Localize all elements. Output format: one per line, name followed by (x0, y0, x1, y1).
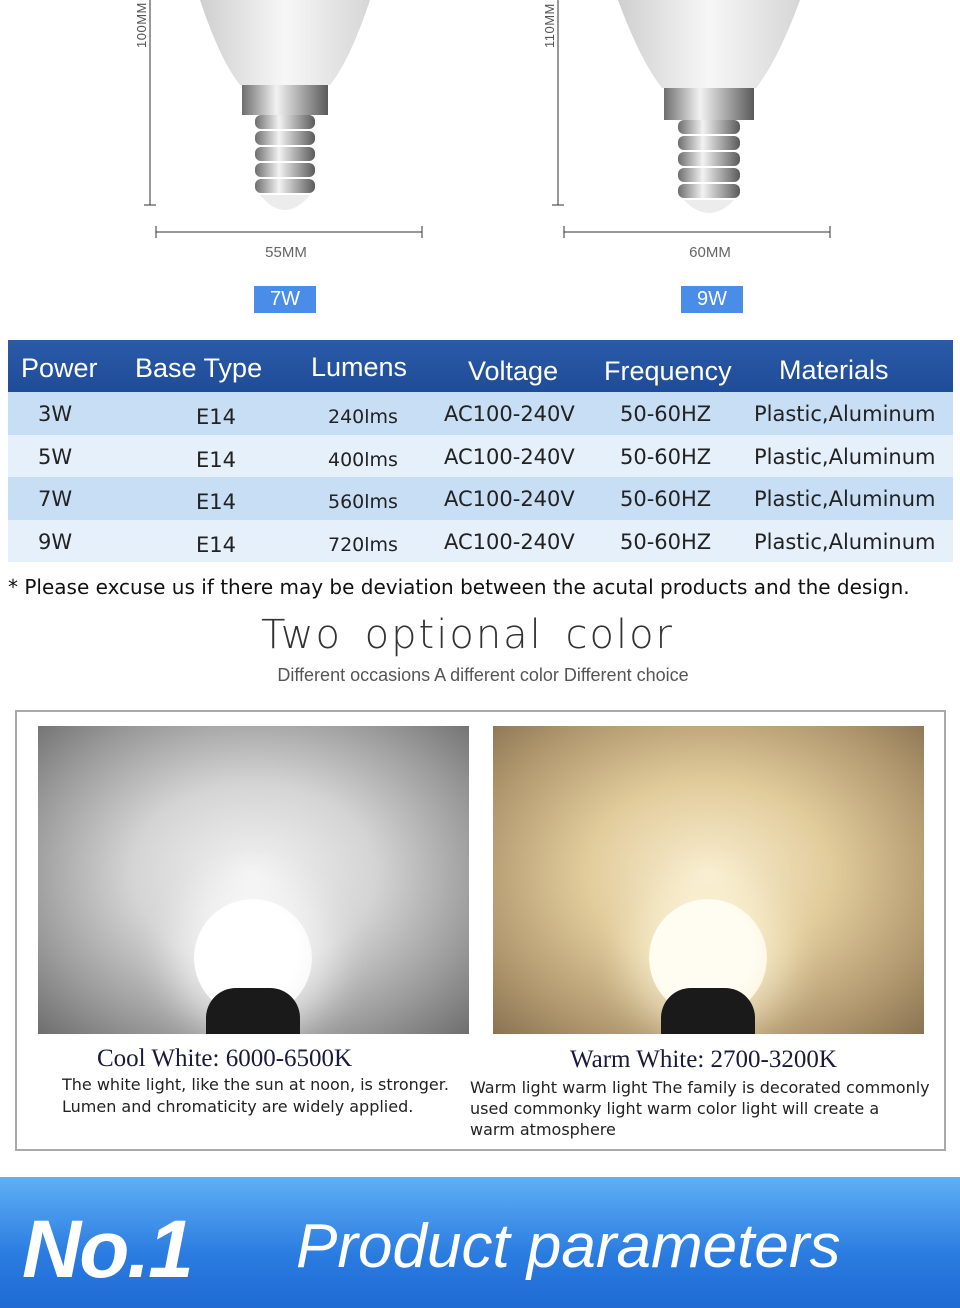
cell-materials: Plastic,Aluminum (754, 402, 936, 426)
cool-white-photo (38, 726, 469, 1034)
cell-power: 5W (38, 444, 73, 469)
cool-white-desc-line1: The white light, like the sun at noon, is stronger. (62, 1075, 449, 1094)
section-title: Two optional color (260, 612, 675, 658)
cell-frequency: 50-60HZ (620, 487, 712, 511)
table-row (8, 435, 953, 478)
cell-frequency: 50-60HZ (620, 529, 712, 554)
banner-number: No.1 (22, 1204, 192, 1295)
table-row (8, 392, 953, 435)
cell-materials: Plastic,Aluminum (754, 444, 936, 469)
warm-white-desc-line2: used commonky light warm color light will create a (470, 1099, 880, 1118)
bulb-height-label: 110MM (542, 3, 557, 48)
spec-table (8, 340, 953, 562)
header-frequency: Frequency (604, 356, 732, 386)
cool-white-desc-line2: Lumen and chromaticity are widely applied. (62, 1097, 414, 1116)
cell-base-type: E14 (196, 447, 236, 472)
cell-materials: Plastic,Aluminum (754, 487, 936, 511)
header-power: Power (21, 353, 98, 383)
bulb-illustration (140, 0, 440, 240)
cell-lumens: 400lms (328, 448, 398, 471)
header-materials: Materials (779, 355, 889, 385)
cell-base-type: E14 (196, 405, 236, 429)
cell-voltage: AC100-240V (444, 402, 575, 426)
cell-frequency: 50-60HZ (620, 444, 712, 469)
section-subtitle: Different occasions A different color Different choice (277, 665, 689, 685)
bulb-neck (661, 988, 755, 1034)
section-banner (0, 1177, 960, 1308)
cell-frequency: 50-60HZ (620, 402, 712, 426)
spec-table-header (8, 340, 953, 392)
bulb-neck (206, 988, 300, 1034)
header-base-type: Base Type (135, 353, 263, 383)
cell-power: 7W (38, 487, 73, 511)
cell-voltage: AC100-240V (444, 529, 575, 554)
table-row (8, 520, 953, 563)
cell-power: 9W (38, 529, 73, 554)
warm-white-title: Warm White: 2700-3200K (570, 1046, 837, 1073)
bulb-diagram-9w (542, 0, 848, 330)
watt-badge: 9W (681, 286, 743, 313)
cell-lumens: 240lms (328, 406, 398, 428)
watt-badge: 7W (254, 286, 316, 313)
warm-white-desc-line1: Warm light warm light The family is decorated commonly (470, 1078, 930, 1097)
cell-lumens: 560lms (328, 491, 398, 513)
cell-base-type: E14 (196, 490, 236, 514)
banner-title: Product parameters (296, 1212, 841, 1281)
cell-voltage: AC100-240V (444, 444, 575, 469)
header-lumens: Lumens (311, 352, 408, 382)
cell-lumens: 720lms (328, 533, 398, 556)
warm-white-desc-line3: warm atmosphere (470, 1120, 616, 1139)
bulb-width-label: 55MM (265, 244, 307, 261)
color-comparison-panel (15, 710, 946, 1151)
bulb-diagram-7w (134, 0, 440, 330)
cell-power: 3W (38, 402, 73, 426)
cell-materials: Plastic,Aluminum (754, 529, 936, 554)
bulb-illustration (548, 0, 848, 240)
bulb-height-label: 100MM (134, 2, 149, 48)
warm-white-photo (493, 726, 924, 1034)
table-row (8, 477, 953, 520)
cell-base-type: E14 (196, 532, 236, 557)
disclaimer-text: * Please excuse us if there may be deviation between the acutal products and the design. (8, 575, 910, 599)
bulb-width-label: 60MM (689, 244, 731, 261)
cell-voltage: AC100-240V (444, 487, 575, 511)
cool-white-title: Cool White: 6000-6500K (97, 1045, 353, 1072)
header-voltage: Voltage (468, 356, 559, 386)
